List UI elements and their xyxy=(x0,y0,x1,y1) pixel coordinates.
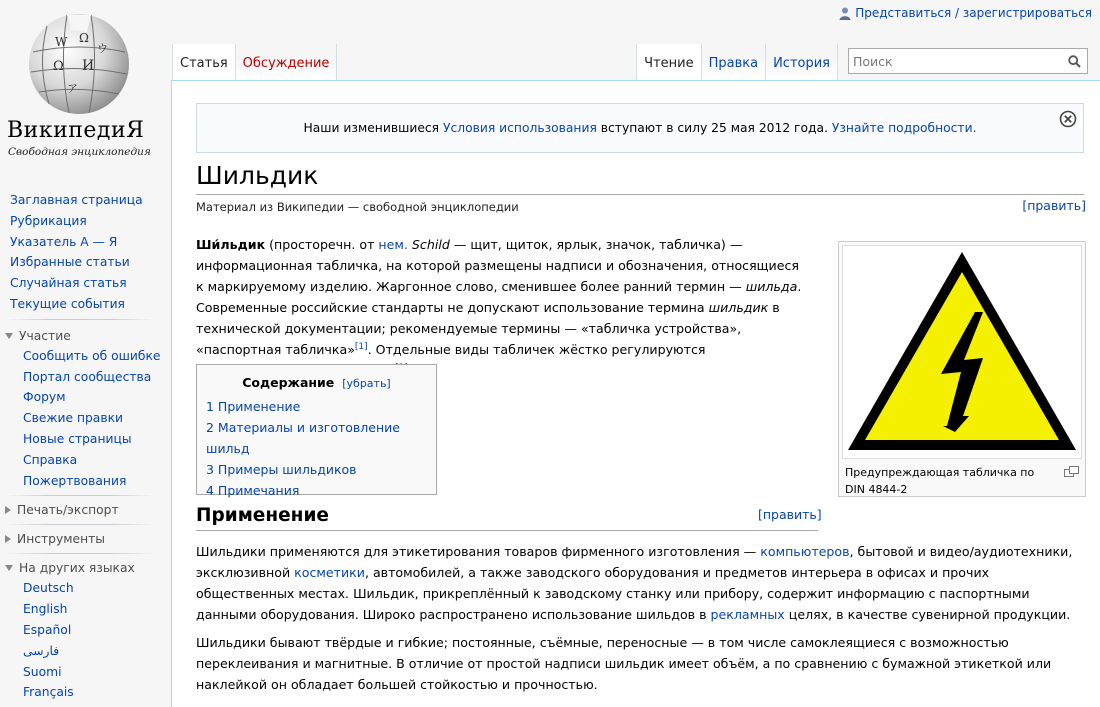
portal-languages-label: На других языках xyxy=(19,561,135,576)
divider xyxy=(4,553,156,554)
svg-text:И: И xyxy=(82,58,95,74)
enlarge-icon[interactable] xyxy=(1064,466,1079,477)
lang-francais[interactable]: Français xyxy=(23,685,74,700)
divider xyxy=(4,495,156,496)
toc-entry-materials[interactable]: 2 Материалы и изготовление шильд xyxy=(206,420,400,456)
toc-title: Содержание xyxy=(242,375,335,390)
shilda-italic: шильда xyxy=(745,279,798,294)
edit-section-link[interactable]: [править] xyxy=(758,507,822,522)
toc-entry-notes[interactable]: 4 Примечания xyxy=(206,483,300,498)
thumbnail xyxy=(838,241,1086,497)
tab-edit-label: Правка xyxy=(708,56,759,71)
portal-participation xyxy=(0,326,160,492)
lang-deutsch[interactable]: Deutsch xyxy=(23,581,74,596)
warning-sign-image[interactable] xyxy=(842,245,1082,459)
lead-text: — щит, щиток, ярлык, значок, табличка) — информационная табличка, на которой размещены надписи и обозначения, относящиеся к маркируемому изделию. Жаргонное слово, сменившее более ранний термин — xyxy=(196,237,799,294)
view-tabs xyxy=(636,44,1088,80)
svg-text:W: W xyxy=(55,35,68,49)
toc-header xyxy=(206,375,436,390)
chevron-right-icon xyxy=(5,506,11,514)
nav-index[interactable]: Указатель А — Я xyxy=(10,234,118,249)
section-heading-usage: Применение xyxy=(196,504,818,531)
toc-entry-examples[interactable]: 3 Примеры шильдиков xyxy=(206,462,357,477)
paragraph-text: , бытовой и видео/аудиотехники, эксклюзивной xyxy=(196,544,1073,580)
edit-lead-link[interactable]: [править] xyxy=(1022,198,1086,213)
tab-talk[interactable] xyxy=(236,44,338,80)
nav-recent-changes[interactable]: Свежие правки xyxy=(23,411,123,426)
search-placeholder: Поиск xyxy=(853,53,893,69)
content-area xyxy=(171,80,1100,707)
page-title: Шильдик xyxy=(196,161,1084,195)
lang-espanol[interactable]: Español xyxy=(23,622,72,637)
svg-text:Ω: Ω xyxy=(79,31,89,45)
personal-tools xyxy=(839,6,1092,20)
chevron-down-icon xyxy=(5,565,13,571)
portal-print-toggle[interactable] xyxy=(0,500,160,520)
toc-hide-link[interactable]: [убрать] xyxy=(342,377,391,390)
svg-text:Ω: Ω xyxy=(53,59,64,74)
tagline: Свободная энциклопедия xyxy=(8,146,151,158)
notice-before: Наши изменившиеся xyxy=(303,121,443,135)
portal-languages xyxy=(0,558,160,703)
lead-text: в технической документации; рекомендуемые термины — «табличка устройства», «паспортная табличка» xyxy=(196,300,780,357)
site-subtitle: Материал из Википедии — свободной энциклопедии xyxy=(196,200,519,214)
high-voltage-warning-icon xyxy=(843,246,1081,458)
main-navigation xyxy=(0,190,160,315)
advertising-link[interactable]: рекламных xyxy=(710,607,785,622)
nav-community-portal[interactable]: Портал сообщества xyxy=(23,369,152,384)
nav-new-pages[interactable]: Новые страницы xyxy=(23,431,132,446)
divider xyxy=(4,319,156,320)
tab-history[interactable] xyxy=(766,44,838,80)
svg-text:ア: ア xyxy=(67,82,78,95)
terms-link[interactable]: Условия использования xyxy=(442,121,597,135)
namespace-tabs xyxy=(172,44,337,80)
chevron-down-icon xyxy=(5,333,13,339)
nav-report-error[interactable]: Сообщить об ошибке xyxy=(23,348,161,363)
nav-categories[interactable]: Рубрикация xyxy=(10,213,87,228)
lead-text: . Отдельные виды табличек жёстко регулируются xyxy=(367,342,706,357)
usage-paragraph-2: Шильдики бывают твёрдые и гибкие; постоянные, съёмные, переносные — в том числе самоклеящиеся с возможностью переклеивания и магнитные. В отличие от простой надписи шильдик имеет объём, а по сравнению с бумажной этикеткой или наклейкой он обладает большей стойкостью и прочностью. xyxy=(196,635,1052,692)
notice-text xyxy=(304,121,977,135)
lead-text: (просторечн. от xyxy=(265,237,379,252)
search-input[interactable] xyxy=(848,48,1088,74)
tab-history-label: История xyxy=(773,56,830,71)
usage-paragraph-1 xyxy=(196,541,1084,625)
nav-forum[interactable]: Форум xyxy=(23,390,66,405)
wikipedia-logo[interactable] xyxy=(0,0,160,170)
nav-donate[interactable]: Пожертвования xyxy=(23,473,127,488)
term-bold: Ши́льдик xyxy=(196,237,266,252)
lang-farsi[interactable]: فارسی xyxy=(23,643,60,658)
portal-participation-label: Участие xyxy=(19,328,71,343)
nav-main-page[interactable]: Заглавная страница xyxy=(10,193,143,207)
sidebar-navigation xyxy=(0,190,160,703)
tab-article-label: Статья xyxy=(180,56,228,71)
chevron-right-icon xyxy=(5,535,11,543)
user-icon xyxy=(839,7,851,20)
portal-tools-toggle[interactable] xyxy=(0,529,160,549)
nav-current-events[interactable]: Текущие события xyxy=(10,296,125,311)
wordmark: ВикипедиЯ xyxy=(7,118,145,143)
lead-text: . Современные российские стандарты не допускают использование термина xyxy=(196,279,802,315)
reference-1[interactable]: [1] xyxy=(354,341,368,352)
nav-random[interactable]: Случайная статья xyxy=(10,276,127,291)
nav-featured[interactable]: Избранные статьи xyxy=(10,255,130,270)
notice-middle: вступают в силу 25 мая 2012 года. xyxy=(596,121,832,135)
tab-read[interactable] xyxy=(636,44,701,80)
lead-paragraph xyxy=(196,234,808,381)
portal-tools-label: Инструменты xyxy=(17,532,105,547)
paragraph-text: Шильдики применяются для этикетирования товаров фирменного изготовления — xyxy=(196,544,761,559)
login-link[interactable]: Представиться / зарегистрироваться xyxy=(855,6,1092,20)
lang-english[interactable]: English xyxy=(23,602,68,617)
tab-article[interactable] xyxy=(172,44,236,80)
notice-more-link[interactable]: Узнайте подробности. xyxy=(831,121,977,135)
portal-print-label: Печать/экспорт xyxy=(17,503,119,518)
puzzle-globe-icon xyxy=(27,12,131,116)
lang-suomi[interactable]: Suomi xyxy=(23,664,62,679)
computers-link[interactable]: компьютеров xyxy=(760,544,850,559)
paragraph-text: целях, в качестве сувенирной продукции. xyxy=(784,607,1071,622)
site-notice xyxy=(196,103,1084,153)
svg-text:ウ: ウ xyxy=(97,42,108,55)
tab-talk-label: Обсуждение xyxy=(242,56,330,71)
search-icon[interactable] xyxy=(1068,55,1081,68)
tab-edit[interactable] xyxy=(702,44,766,80)
portal-languages-toggle[interactable] xyxy=(0,558,160,578)
table-of-contents xyxy=(196,364,437,498)
shildik-italic: шильдик xyxy=(708,300,769,315)
paragraph-text: , автомобилей, а также заводского оборудования и предметов интерьера в офисах и прочих общественных местах. Шильдик, прикреплённый к заводскому станку или прибору, содержит информацию с паспортными данными оборудования. Широко распространено использование шильдов в xyxy=(196,565,1030,622)
cosmetics-link[interactable]: косметики xyxy=(294,565,365,580)
schild-italic: Schild xyxy=(407,237,450,252)
divider xyxy=(4,524,156,525)
portal-participation-toggle[interactable] xyxy=(0,326,160,346)
nav-help[interactable]: Справка xyxy=(23,452,78,467)
tab-read-label: Чтение xyxy=(644,56,694,71)
thumbnail-caption: Предупреждающая табличка по DIN 4844-2 xyxy=(845,466,1035,496)
german-link[interactable]: нем. xyxy=(378,237,408,252)
toc-entry-usage[interactable]: 1 Применение xyxy=(206,399,301,414)
close-icon[interactable] xyxy=(1059,110,1077,128)
